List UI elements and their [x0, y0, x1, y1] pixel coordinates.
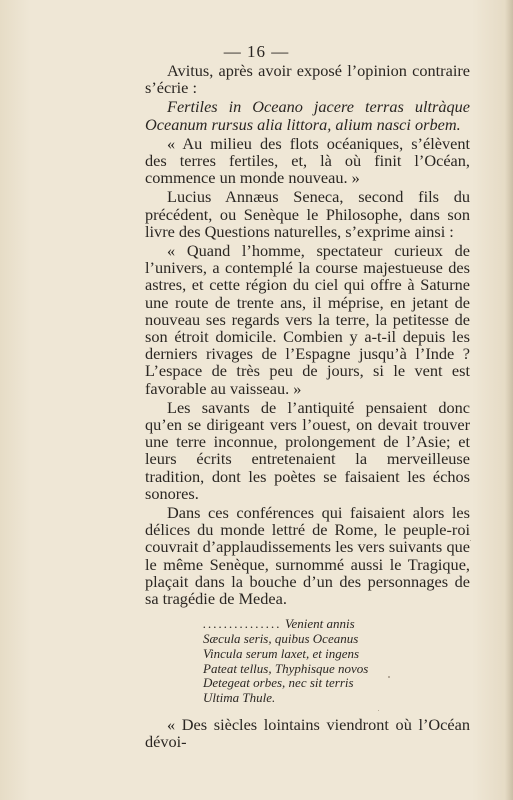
- body-text: [145, 62, 470, 750]
- paper-speck: [378, 710, 379, 711]
- page-spine-shadow: [505, 0, 513, 800]
- quote-seneca: « Quand l’homme, spectateur curieux de l’univers, a contemplé la course majestueuse des astres, et cette région du ciel qui offre à Saturne une route de trente ans, il méprise, en jetant de nouveau ses regards vers la terre, la petitesse de son étroit domicile. Combien y a-t-il depuis les derniers rivages de l’Espagne jusqu’à l’Inde ? L’espace de très peu de jours, si le vent est favorable au vaisseau. »: [145, 241, 470, 398]
- verse-line-4: Pateat tellus, Thyphisque novos: [203, 660, 369, 676]
- latin-verse: [203, 617, 470, 706]
- paragraph-seneca: Lucius Annæus Seneca, second fils du précédent, ou Senèque le Philosophe, dans son livre des Questions naturelles, s’exprime ainsi :: [145, 187, 470, 241]
- verse-line-2: Sæcula seris, quibus Oceanus: [203, 631, 359, 647]
- paragraph-conferences: Dans ces conférences qui faisaient alors les délices du monde lettré de Rome, le peuple-roi couvrait d’applaudissements les vers suivants que le même Senèque, surnommé aussi le Tragique, plaçait dans la bouche d’un des personnages de sa tragédie de Medea.: [145, 503, 470, 609]
- verse-line-1: [203, 617, 470, 632]
- verse-line-3: Vincula serum laxet, et ingens: [203, 645, 360, 661]
- page-number: — 16 —: [223, 42, 290, 61]
- verse-line-6: Ultima Thule.: [203, 690, 276, 706]
- paper-speck: [388, 676, 390, 678]
- paragraph-avitus: Avitus, après avoir exposé l’opinion contraire s’écrie :: [145, 61, 470, 98]
- paragraph-savants: Les savants de l’antiquité pensaient donc qu’en se dirigeant vers l’ouest, on devait trouver une terre inconnue, prolongement de l’Asie; et leurs écrits entretenaient la merveilleuse tradition, dont les poètes se faisaient les échos sonores.: [145, 397, 470, 503]
- verse-ellipsis: ...............: [203, 616, 282, 632]
- verse-line-5: Detegeat orbes, nec sit terris: [203, 675, 354, 691]
- latin-quote-avitus: Fertiles in Oceano jacere terras ultràque Oceanum rursus alia littora, alium nasci orbem.: [145, 97, 470, 134]
- verse-text-1: Venient annis: [285, 616, 355, 632]
- closing-line: « Des siècles lointains viendront où l’Océan dévoi-: [145, 715, 470, 752]
- paper-speck: [470, 540, 471, 541]
- translation-avitus: « Au milieu des flots océaniques, s’élèvent des terres fertiles, et, là où finit l’Océan, commence un monde nouveau. »: [145, 133, 470, 188]
